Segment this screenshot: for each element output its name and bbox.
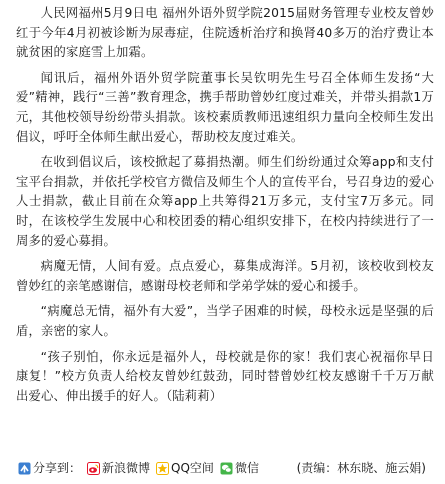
qzone-icon <box>156 462 169 475</box>
share-icon <box>18 462 31 475</box>
article-paragraph-4: 病魔无情，人间有爱。点点爱心，募集成海洋。5月初，该校收到校友曾妙红的亲笔感谢信，感谢母校老师和学弟学妹的爱心和援手。 <box>16 259 434 293</box>
share-wechat-label: 微信 <box>234 461 259 475</box>
article-paragraph-3: 在收到倡议后，该校掀起了募捐热潮。师生们纷纷通过众筹app和支付宝平台捐款，并依托学校官方微信及师生个人的宣传平台，号召身边的爱心人士捐款，截止目前在众筹app上共筹得21万多元，支付宝7万多元。同时，在该校学生发展中心和校团委的精心组织安排下，在校内持续进行了一周多的爱心募捐。 <box>16 155 434 248</box>
weibo-icon <box>87 462 100 475</box>
article-paragraph-6: “孩子别怕，你永远是福外人，母校就是你的家！我们衷心祝福你早日康复！”校方负责人给校友曾妙红鼓劲，同时替曾妙红校友感谢千千万万献出爱心、伸出援手的好人。（陆莉莉） <box>16 349 434 403</box>
article-body <box>16 4 434 406</box>
article-paragraph-5: “病魔总无情，福外有大爱”，当学子困难的时候，母校永远是坚强的后盾，亲密的家人。 <box>16 304 434 338</box>
share-wechat-link[interactable] <box>220 459 259 477</box>
share-label-text: 分享到： <box>33 461 82 475</box>
share-bar <box>18 459 436 477</box>
article-paragraph-2: 闻讯后，福州外语外贸学院董事长吴钦明先生号召全体师生发扬“大爱”精神，践行“三善”教育理念，携手帮助曾妙红度过难关，并带头捐款1万元，其他校领导纷纷带头捐款。该校素质教师迅速组织力量向全校师生发出倡议，呼吁全体师生献出爱心，帮助校友度过难关。 <box>16 70 434 144</box>
article-paragraph-1: 人民网福州5月9日电 福州外语外贸学院2015届财务管理专业校友曾妙红于今年4月初被诊断为尿毒症，住院透析治疗和换肾40多万的治疗费让本就贫困的家庭雪上加霜。 <box>16 6 434 60</box>
share-weibo-label: 新浪微博 <box>102 461 151 475</box>
editor-credit: (责编：林东晓、施云娟) <box>296 461 426 475</box>
share-label[interactable] <box>18 459 81 477</box>
share-qzone-label: QQ空间 <box>171 461 214 475</box>
share-weibo-link[interactable] <box>87 459 150 477</box>
share-qzone-link[interactable] <box>156 459 214 477</box>
wechat-icon <box>220 462 233 475</box>
